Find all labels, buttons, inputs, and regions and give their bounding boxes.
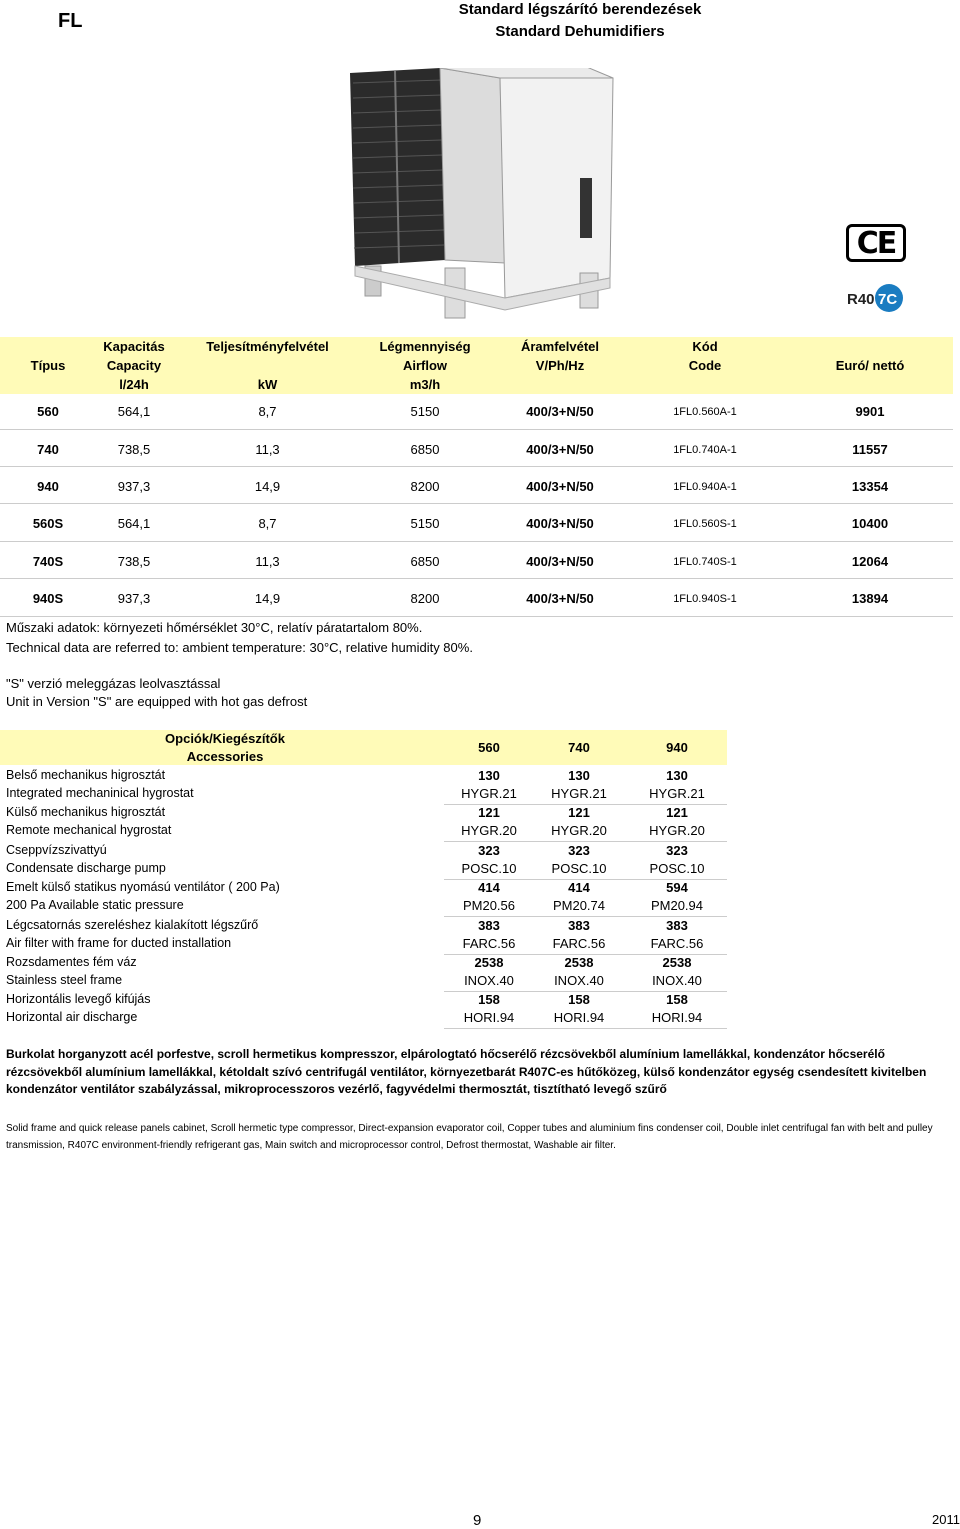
accessory-price: 121 xyxy=(478,805,500,821)
accessory-code: PM20.94 xyxy=(650,898,704,914)
accessory-name-hu: Emelt külső statikus nyomású ventilátor ( 200 Pa) xyxy=(6,880,280,895)
cell-power: 8,7 xyxy=(258,516,277,531)
cell-supply: 400/3+N/50 xyxy=(526,479,594,494)
accessory-code: INOX.40 xyxy=(464,973,514,988)
cell-type: 560S xyxy=(32,516,64,531)
accessory-price: 414 xyxy=(478,880,500,896)
accessory-code: PM20.74 xyxy=(552,898,606,914)
accessory-price: 323 xyxy=(568,842,590,858)
tech-note-hu: Műszaki adatok: környezeti hőmérséklet 30°C, relatív páratartalom 80%. xyxy=(6,620,423,635)
col-supply-hu: Áramfelvétel xyxy=(520,339,600,354)
cell-code: 1FL0.740S-1 xyxy=(673,556,737,568)
cell-capacity: 564,1 xyxy=(117,516,151,531)
accessory-code: INOX.40 xyxy=(554,973,604,988)
cell-supply: 400/3+N/50 xyxy=(526,404,594,419)
cell-airflow: 5150 xyxy=(410,516,440,531)
accessory-price: 323 xyxy=(478,842,500,858)
accessory-price: 2538 xyxy=(564,955,594,970)
row-divider xyxy=(0,503,953,504)
accessory-name-hu: Belső mechanikus higrosztát xyxy=(6,768,166,782)
accessory-code: POSC.10 xyxy=(461,860,517,876)
cell-airflow: 6850 xyxy=(410,442,440,457)
accessory-code: INOX.40 xyxy=(652,973,702,988)
row-divider xyxy=(0,429,953,430)
accessory-price: 158 xyxy=(666,992,688,1008)
r407c-logo xyxy=(845,283,909,313)
accessories-title-en: Accessories xyxy=(186,749,264,764)
acc-model-940: 940 xyxy=(666,740,688,755)
accessory-code: HORI.94 xyxy=(463,1010,515,1026)
accessory-code: HYGR.20 xyxy=(461,823,517,839)
cell-power: 8,7 xyxy=(258,404,277,419)
accessory-name-hu: Cseppvízszivattyú xyxy=(6,842,107,857)
s-version-note-en: Unit in Version "S" are equipped with hot gas defrost xyxy=(6,694,308,709)
accessory-price: 2538 xyxy=(474,955,504,970)
accessory-name-hu: Horizontális levegő kifújás xyxy=(6,992,151,1007)
accessory-code: POSC.10 xyxy=(649,860,705,876)
col-power-unit: kW xyxy=(257,377,278,392)
accessory-price: 594 xyxy=(666,880,688,896)
dehumidifier-unit-image xyxy=(345,68,620,330)
row-divider xyxy=(444,1028,727,1029)
accessory-name-en: Integrated mechaninical hygrostat xyxy=(6,786,194,800)
accessory-price: 130 xyxy=(666,768,688,783)
cell-power: 14,9 xyxy=(254,591,281,606)
accessory-code: HORI.94 xyxy=(651,1010,703,1026)
accessories-title-hu: Opciók/Kiegészítők xyxy=(165,731,285,746)
accessory-name-en: Stainless steel frame xyxy=(6,973,123,987)
title-hu: Standard légszárító berendezések xyxy=(458,1,702,18)
accessory-code: HYGR.20 xyxy=(649,823,705,839)
col-airflow-unit: m3/h xyxy=(409,377,441,392)
cell-power: 11,3 xyxy=(255,442,280,457)
cell-airflow: 6850 xyxy=(410,554,440,569)
accessory-code: PM20.56 xyxy=(462,898,516,914)
accessory-code: HORI.94 xyxy=(553,1010,605,1026)
svg-text:R40: R40 xyxy=(847,291,875,308)
tech-note-en: Technical data are referred to: ambient temperature: 30°C, relative humidity 80%. xyxy=(6,640,473,655)
accessory-code: HYGR.21 xyxy=(461,786,517,801)
accessory-name-hu: Rozsdamentes fém váz xyxy=(6,955,137,969)
cell-supply: 400/3+N/50 xyxy=(526,591,594,606)
svg-text:7C: 7C xyxy=(878,291,898,308)
row-divider xyxy=(0,466,953,467)
accessory-name-en: Remote mechanical hygrostat xyxy=(6,823,172,838)
page-number: 9 xyxy=(473,1512,482,1529)
cell-airflow: 5150 xyxy=(410,404,440,419)
cell-airflow: 8200 xyxy=(410,479,440,494)
accessory-code: POSC.10 xyxy=(551,860,607,876)
cell-type: 740 xyxy=(37,442,59,457)
cell-type: 740S xyxy=(32,554,64,569)
accessory-name-en: Air filter with frame for ducted installation xyxy=(6,935,232,950)
accessory-price: 121 xyxy=(666,805,688,821)
description-en: Solid frame and quick release panels cabinet, Scroll hermetic type compressor, Direct-expansion evaporator coil, Copper tubes and aluminium fins condenser coil, Double inlet centrifugal fan with belt and pulley transmission, R407C environment-friendly refrigerant gas, Main switch and microprocessor control, Defrost thermostat, Washable air filter. xyxy=(6,1123,933,1151)
cell-supply: 400/3+N/50 xyxy=(526,516,594,531)
accessory-price: 383 xyxy=(568,917,590,933)
cell-code: 1FL0.560S-1 xyxy=(673,518,737,530)
accessory-code: HYGR.21 xyxy=(551,786,607,801)
accessory-name-en: Condensate discharge pump xyxy=(6,860,166,875)
cell-capacity: 738,5 xyxy=(117,554,151,569)
cell-price: 11557 xyxy=(852,442,888,457)
title-en: Standard Dehumidifiers xyxy=(495,23,665,40)
col-code-en: Code xyxy=(688,358,722,373)
accessory-name-hu: Külső mechanikus higrosztát xyxy=(6,805,166,820)
accessory-price: 2538 xyxy=(662,955,692,970)
cell-type: 940 xyxy=(37,479,59,494)
accessory-price: 323 xyxy=(666,842,688,858)
cell-capacity: 937,3 xyxy=(117,479,151,494)
ce-mark-logo: CE xyxy=(846,224,906,262)
accessory-price: 383 xyxy=(666,917,688,933)
col-capacity-hu: Kapacitás xyxy=(103,339,165,354)
accessory-code: HYGR.21 xyxy=(649,786,705,801)
cell-type: 940S xyxy=(32,591,64,606)
cell-price: 13354 xyxy=(851,479,889,494)
accessory-price: 130 xyxy=(568,768,590,783)
accessory-price: 383 xyxy=(478,917,500,933)
s-version-note-hu: "S" verzió meleggázas leolvasztással xyxy=(6,676,221,691)
col-power-hu: Teljesítményfelvétel xyxy=(206,339,329,354)
col-airflow-hu: Légmennyiség xyxy=(379,339,471,354)
section-code: FL xyxy=(58,10,83,32)
accessory-price: 414 xyxy=(568,880,590,896)
acc-model-740: 740 xyxy=(568,740,590,755)
accessory-price: 130 xyxy=(478,768,500,783)
accessory-code: FARC.56 xyxy=(462,935,516,951)
cell-price: 12064 xyxy=(851,554,889,569)
accessory-name-en: Horizontal air discharge xyxy=(6,1010,138,1025)
accessory-name-en: 200 Pa Available static pressure xyxy=(6,898,184,913)
col-type: Típus xyxy=(30,358,66,373)
accessory-price: 158 xyxy=(568,992,590,1008)
row-divider xyxy=(0,616,953,617)
accessory-code: FARC.56 xyxy=(552,935,606,951)
col-airflow-en: Airflow xyxy=(402,358,448,373)
cell-code: 1FL0.740A-1 xyxy=(673,444,737,456)
description-hu: Burkolat horganyzott acél porfestve, scroll hermetikus kompresszor, elpárologtató hőcserélő rézcsövekből alumínium lamellákkal, kondenzátor hőcserélő rézcsövekből alumínium lamellákkal, kétoldalt szívó centrifugál ventilátor, környezetbarát R407C-es hűtőközeg, külső kondenzátor egység csendesített kivitelben kondenzátor ventilátor szabályzással, mikroprocesszoros vezérlő, fagyvédelmi thermosztát, tisztítható levegő szűrő xyxy=(6,1047,927,1096)
row-divider xyxy=(0,578,953,579)
cell-code: 1FL0.940S-1 xyxy=(673,593,737,605)
cell-airflow: 8200 xyxy=(410,591,440,606)
accessory-name-hu: Légcsatornás szereléshez kialakított légszűrő xyxy=(6,917,259,932)
accessory-code: HYGR.20 xyxy=(551,823,607,839)
cell-capacity: 564,1 xyxy=(117,404,151,419)
col-capacity-en: Capacity xyxy=(106,358,162,373)
cell-price: 9901 xyxy=(855,404,885,419)
cell-supply: 400/3+N/50 xyxy=(526,442,594,457)
accessory-price: 121 xyxy=(568,805,590,821)
accessory-price: 158 xyxy=(478,992,500,1008)
accessory-code: FARC.56 xyxy=(650,935,704,951)
col-supply-unit: V/Ph/Hz xyxy=(535,358,585,373)
col-code-hu: Kód xyxy=(692,339,718,354)
cell-type: 560 xyxy=(37,404,59,419)
acc-model-560: 560 xyxy=(478,740,500,755)
cell-price: 13894 xyxy=(851,591,889,606)
cell-capacity: 738,5 xyxy=(117,442,151,457)
cell-power: 11,3 xyxy=(255,554,280,569)
year: 2011 xyxy=(932,1512,960,1527)
cell-capacity: 937,3 xyxy=(117,591,151,606)
row-divider xyxy=(0,541,953,542)
cell-price: 10400 xyxy=(851,516,889,531)
cell-power: 14,9 xyxy=(254,479,281,494)
cell-code: 1FL0.940A-1 xyxy=(673,481,737,493)
cell-supply: 400/3+N/50 xyxy=(526,554,594,569)
col-price: Euró/ nettó xyxy=(835,358,905,373)
cell-code: 1FL0.560A-1 xyxy=(673,406,737,418)
col-capacity-unit: l/24h xyxy=(119,377,149,392)
